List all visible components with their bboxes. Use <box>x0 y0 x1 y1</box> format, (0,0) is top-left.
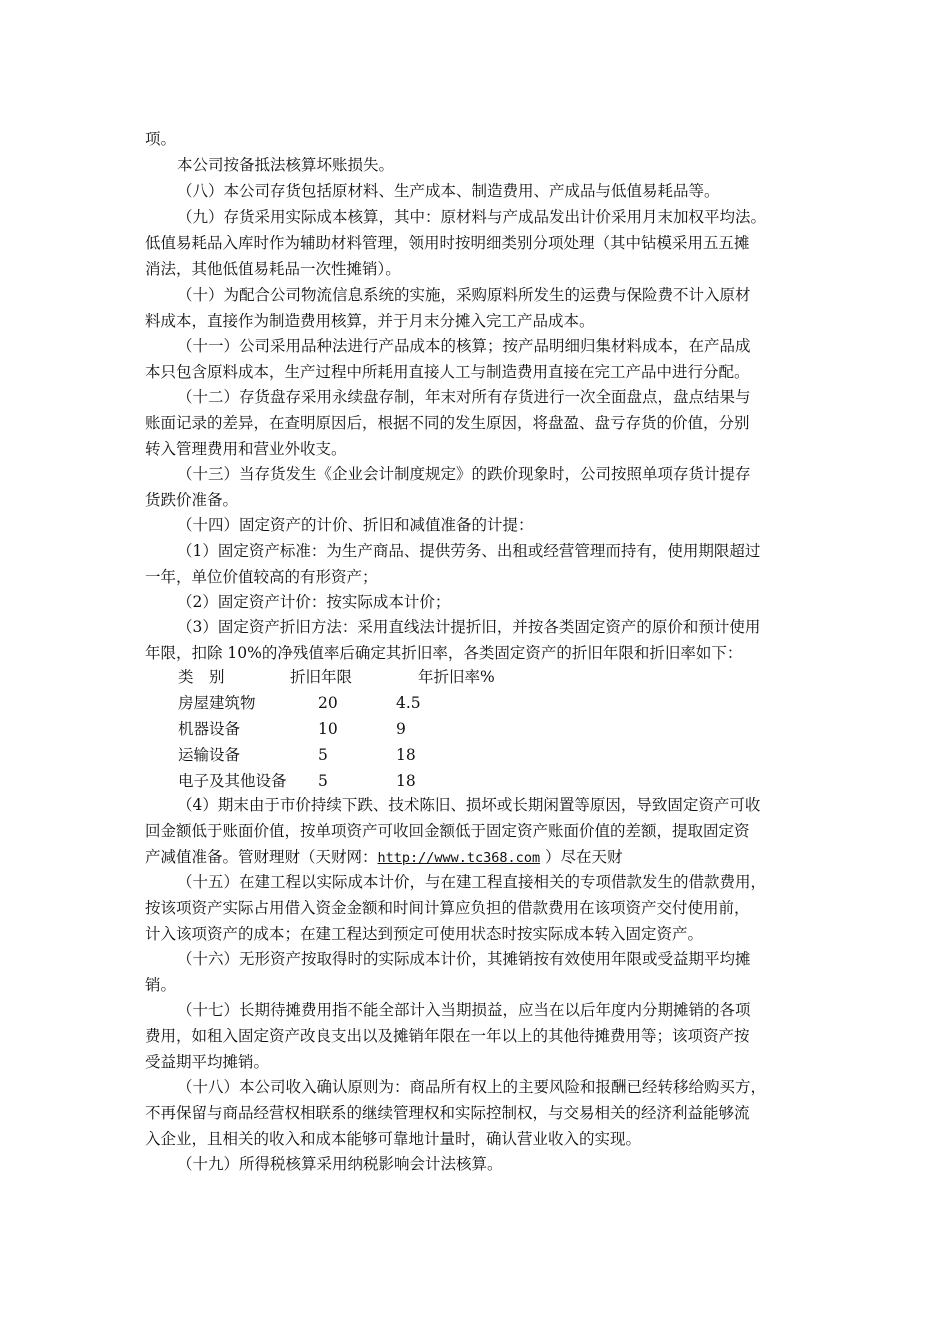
paragraph <box>145 384 810 462</box>
paragraph <box>145 1151 810 1177</box>
text-line: （十三）当存货发生《企业会计制度规定》的跌价现象时，公司按照单项存货计提存 <box>177 465 751 483</box>
paragraph <box>145 997 810 1075</box>
table-cell: 房屋建筑物 <box>178 694 256 712</box>
paragraph <box>145 792 810 871</box>
text-line: 回金额低于账面价值，按单项资产可收回金额低于固定资产账面价值的差额，提取固定资 <box>145 822 750 840</box>
paragraph <box>145 589 810 615</box>
text-segment: ）尽在天财 <box>540 848 623 866</box>
paragraph <box>145 204 810 282</box>
table-header-cell: 类 别 <box>178 668 225 686</box>
text-line: 销。 <box>145 976 177 994</box>
table-cell: 机器设备 <box>178 720 241 738</box>
table-cell: 运输设备 <box>178 746 241 764</box>
table-cell: 4.5 <box>396 694 421 712</box>
text-line: （4）期末由于市价持续下跌、技术陈旧、损坏或长期闲置等原因，导致固定资产可收 <box>177 796 761 814</box>
paragraph <box>145 946 810 998</box>
table-cell: 电子及其他设备 <box>178 772 287 790</box>
text-line: （十六）无形资产按取得时的实际成本计价，其摊销按有效使用年限或受益期平均摊 <box>177 950 751 968</box>
paragraph <box>145 614 810 666</box>
text-line: 料成本，直接作为制造费用核算，并于月末分摊入完工产品成本。 <box>145 312 595 330</box>
paragraph <box>145 461 810 513</box>
text-line: 费用，如租入固定资产改良支出以及摊销年限在一年以上的其他待摊费用等；该项资产按 <box>145 1027 750 1045</box>
paragraph <box>145 1074 810 1152</box>
text-line: （九）存货采用实际成本核算，其中：原材料与产成品发出计价采用月末加权平均法。 <box>177 208 767 226</box>
text-line: 年限，扣除 10%的净残值率后确定其折旧率，各类固定资产的折旧年限和折旧率如下： <box>145 644 743 662</box>
text-line: （十）为配合公司物流信息系统的实施，采购原料所发生的运费与保险费不计入原材 <box>177 286 751 304</box>
text-line: （2）固定资产计价：按实际成本计价； <box>177 593 451 611</box>
text-line: 本只包含原料成本，生产过程中所耗用直接人工与制造费用直接在完工产品中进行分配。 <box>145 363 750 381</box>
text-line: （十七）长期待摊费用指不能全部计入当期损益，应当在以后年度内分期摊销的各项 <box>177 1001 751 1019</box>
text-line: 货跌价准备。 <box>145 491 239 509</box>
text-line: 受益期平均摊销。 <box>145 1053 270 1071</box>
text-line: （十八）本公司收入确认原则为：商品所有权上的主要风险和报酬已经转移给购买方， <box>177 1078 767 1096</box>
table-cell: 9 <box>396 720 406 738</box>
paragraph <box>145 512 810 538</box>
text-line: （十五）在建工程以实际成本计价，与在建工程直接相关的专项借款发生的借款费用， <box>177 873 767 891</box>
text-line: 消法，其他低值易耗品一次性摊销）。 <box>145 260 401 278</box>
text-line: 低值易耗品入库时作为辅助材料管理，领用时按明细类别分项处理（其中钻模采用五五摊 <box>145 234 750 252</box>
paragraph <box>145 282 810 334</box>
table-cell: 10 <box>318 720 338 738</box>
text-line: 项。 <box>145 130 177 148</box>
text-line: 账面记录的差异，在查明原因后，根据不同的发生原因，将盘盈、盘亏存货的价值，分别 <box>145 414 750 432</box>
text-segment: 产减值准备。管财理财（天财网： <box>145 848 378 866</box>
text-line <box>145 844 810 871</box>
paragraph <box>145 152 810 178</box>
text-line: （1）固定资产标准：为生产商品、提供劳务、出租或经营管理而持有，使用期限超过 <box>177 542 761 560</box>
paragraph <box>145 538 810 590</box>
text-line: 按该项资产实际占用借入资金金额和时间计算应负担的借款费用在该项资产交付使用前， <box>145 899 750 917</box>
text-line: （3）固定资产折旧方法：采用直线法计提折旧，并按各类固定资产的原价和预计使用 <box>177 618 761 636</box>
table-cell: 5 <box>318 772 328 790</box>
text-line: 入企业，且相关的收入和成本能够可靠地计量时，确认营业收入的实现。 <box>145 1130 642 1148</box>
text-line: （八）本公司存货包括原材料、生产成本、制造费用、产成品与低值易耗品等。 <box>177 182 720 200</box>
paragraph <box>145 333 810 385</box>
text-line: 不再保留与商品经营权相联系的继续管理权和实际控制权，与交易相关的经济利益能够流 <box>145 1104 750 1122</box>
table-cell: 5 <box>318 746 328 764</box>
text-line: 计入该项资产的成本；在建工程达到预定可使用状态时按实际成本转入固定资产。 <box>145 925 704 943</box>
text-line: 一年，单位价值较高的有形资产； <box>145 568 378 586</box>
table-cell: 20 <box>318 694 338 712</box>
paragraph <box>145 178 810 204</box>
text-line: 转入管理费用和营业外收支。 <box>145 440 347 458</box>
text-line: （十四）固定资产的计价、折旧和减值准备的计提： <box>177 516 534 534</box>
table-cell: 18 <box>396 746 416 764</box>
text-line: 本公司按备抵法核算坏账损失。 <box>177 156 395 174</box>
paragraph <box>145 126 810 152</box>
table-header-cell: 年折旧率% <box>418 668 495 686</box>
text-line: （十二）存货盘存采用永续盘存制，年末对所有存货进行一次全面盘点，盘点结果与 <box>177 388 751 406</box>
website-link[interactable]: http://www.tc368.com <box>377 850 541 866</box>
table-cell: 18 <box>396 772 416 790</box>
text-line: （十一）公司采用品种法进行产品成本的核算；按产品明细归集材料成本，在产品成 <box>177 337 751 355</box>
table-header-cell: 折旧年限 <box>290 668 353 686</box>
text-line: （十九）所得税核算采用纳税影响会计法核算。 <box>177 1155 503 1173</box>
paragraph <box>145 869 810 947</box>
